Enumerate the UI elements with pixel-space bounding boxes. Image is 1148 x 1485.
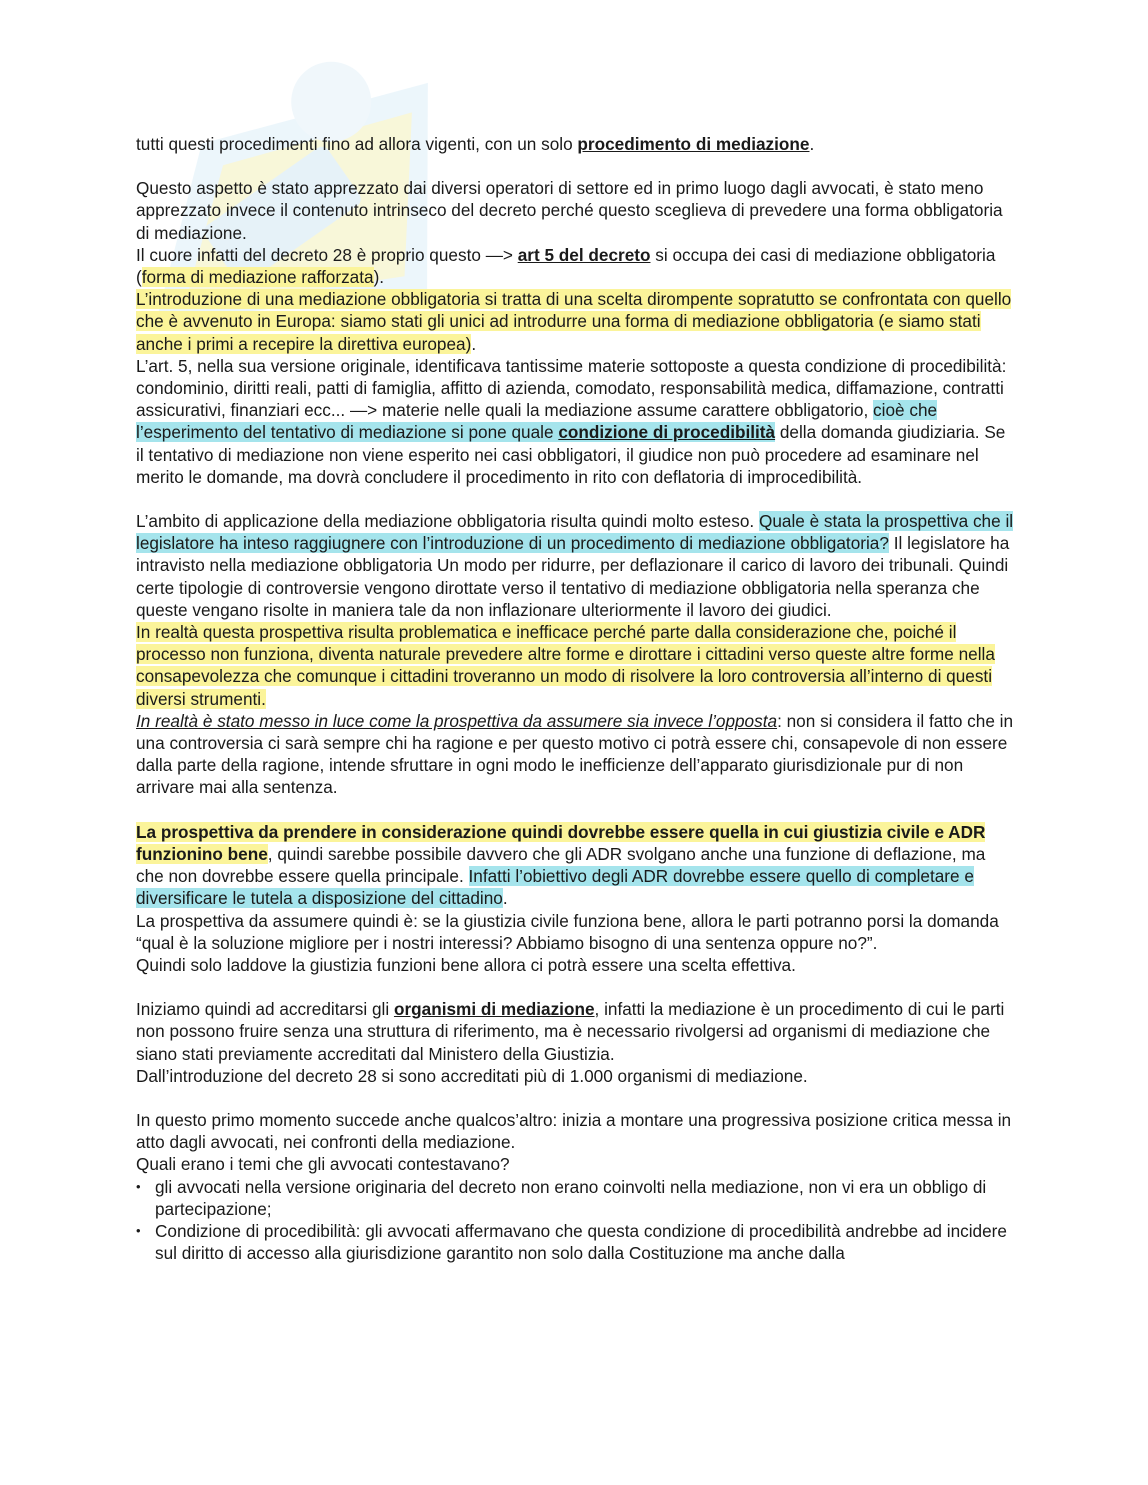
paragraph-15: [136, 1153, 1016, 1175]
highlight-cyan: Quale è stata la prospettiva che il legislatore ha inteso raggiugnere con l’introduzione di un procedimento di mediazione obbligatoria?: [136, 511, 1014, 554]
paragraph-2: [136, 177, 1016, 244]
text: Dall’introduzione del decreto 28 si sono accreditati più di 1.000 organismi di mediazione.: [136, 1065, 808, 1086]
text: Il cuore infatti del decreto 28 è proprio questo —>: [136, 244, 518, 265]
paragraph-1: [136, 133, 1016, 155]
text: ).: [373, 267, 385, 288]
text: .: [809, 134, 815, 154]
highlight-cyan: Infatti l’obiettivo degli ADR dovrebbe essere quello di completare e diversificare le tutela a disposizione del cittadino: [136, 866, 974, 909]
bold-term-procedimento: procedimento di mediazione: [577, 134, 810, 154]
text: , quindi sarebbe possibile davvero che gli ADR svolgano anche una funzione di deflazione, ma che non dovrebbe essere quella principale.: [136, 843, 986, 887]
bullet-list: [136, 1176, 1016, 1265]
paragraph-6: [136, 510, 1016, 621]
list-item: • gli avvocati nella versione originaria del decreto non erano coinvolti nella mediazione, non vi era un obbligo di partecipazione;: [136, 1176, 1016, 1220]
paragraph-5: [136, 355, 1016, 488]
highlight-yellow: In realtà questa prospettiva risulta problematica e inefficace perché parte dalla considerazione che, poiché il processo non funziona, diventa naturale prevedere altre forme e dirottare i cittadini verso queste altre forme nella consapevolezza che comunque i cittadini troveranno un modo di risolvere la loro controversia all’interno di questi diversi strumenti.: [136, 622, 995, 709]
paragraph-3: [136, 244, 1016, 288]
paragraph-8: [136, 710, 1016, 799]
text: della domanda giudiziaria. Se il tentativo di mediazione non viene esperito nei casi obbligatori, il giudice non può procedere ad esaminare nel merito le domande, ma dovrà concludere il procedimento in rito con deflatoria di improcedibilità.: [136, 422, 1006, 487]
paragraph-13: [136, 1065, 1016, 1087]
text: Quali erano i temi che gli avvocati contestavano?: [136, 1154, 510, 1175]
text: si occupa dei casi di mediazione obbligatoria (: [136, 244, 996, 288]
text: In questo primo momento succede anche qualcos’altro: inizia a montare una progressiva posizione critica messa in atto dagli avvocati, nei confronti della mediazione.: [136, 1109, 1012, 1153]
text: .: [502, 888, 508, 909]
highlight-yellow: forma di mediazione rafforzata: [141, 267, 374, 288]
text: : non si considera il fatto che in una controversia ci sarà sempre chi ha ragione e per questo motivo ci potrà essere chi, consapevole di non essere dalla parte della ragione, intende sfruttare in ogni modo le inefficienze dell’apparato giurisdizionale pur di non arrivare mai alla sentenza.: [136, 710, 1014, 798]
text: Questo aspetto è stato apprezzato dai diversi operatori di settore ed in primo luogo dagli avvocati, è stato meno apprezzato invece il contenuto intrinseco del decreto perché questo sceglieva di prevedere una forma obbligatoria di mediazione.: [136, 178, 1003, 243]
paragraph-11: [136, 954, 1016, 976]
text: L’ambito di applicazione della mediazione obbligatoria risulta quindi molto esteso.: [136, 511, 759, 532]
text: Il legislatore ha intravisto nella mediazione obbligatoria Un modo per ridurre, per deflazionare il carico di lavoro dei tribunali. Quindi certe tipologie di controversie vengono dirottate verso il tentativo di mediazione obbligatoria nella speranza che queste vengano risolte in maniera tale da non inflazionare ulteriormente il lavoro dei giudici.: [136, 533, 1010, 620]
bold-highlight-yellow: La prospettiva da prendere in considerazione quindi dovrebbe essere quella in cui giustizia civile e ADR funzionino bene: [136, 821, 986, 864]
paragraph-7: [136, 621, 1016, 710]
document-page: [136, 133, 1016, 1264]
text: La prospettiva da assumere quindi è: se la giustizia civile funziona bene, allora le parti potranno porsi la domanda “qual è la soluzione migliore per i nostri interessi? Abbiamo bisogno di una sentenza oppure no?”.: [136, 910, 999, 953]
paragraph-14: [136, 1109, 1016, 1153]
italic-underlined-text: In realtà è stato messo in luce come la prospettiva da assumere sia invece l’opposta: [136, 710, 778, 731]
bold-term-organismi: organismi di mediazione: [393, 999, 595, 1020]
paragraph-4: [136, 288, 1016, 355]
paragraph-10: [136, 910, 1016, 954]
text: L’art. 5, nella sua versione originale, identificava tantissime materie sottoposte a questa condizione di procedibilità: condominio, diritti reali, patti di famiglia, affitto di azienda, comodato, responsabilità medica, diffamazione, contratti assicurativi, finanziari ecc... —> materie nelle quali la mediazione assume carattere obbligatorio,: [136, 355, 1007, 421]
bold-term-condizione: condizione di procedibilità: [558, 422, 776, 443]
highlight-yellow: L’introduzione di una mediazione obbligatoria si tratta di una scelta dirompente sopratutto se confrontata con quello che è avvenuto in Europa: siamo stati gli unici ad introdurre una forma di mediazione obbligatoria (e siamo stati anche i primi a recepire la direttiva europea): [136, 289, 1012, 354]
text: , infatti la mediazione è un procedimento di cui le parti non possono fruire senza una struttura di riferimento, ma è necessario rivolgersi ad organismi di mediazione che siano stati previamente accreditati dal Ministero della Giustizia.: [136, 999, 1005, 1064]
list-item: • Condizione di procedibilità: gli avvocati affermavano che questa condizione di procedibilità andrebbe ad incidere sul diritto di accesso alla giurisdizione garantito non solo dalla Costituzione ma anche dalla: [136, 1220, 1016, 1264]
paragraph-9: [136, 821, 1016, 910]
bold-term-art5: art 5 del decreto: [517, 244, 651, 265]
text: tutti questi procedimenti fino ad allora vigenti, con un solo: [136, 134, 578, 154]
text: Quindi solo laddove la giustizia funzioni bene allora ci potrà essere una scelta effettiva.: [136, 954, 796, 975]
text: cioè che l’esperimento del tentativo di mediazione si pone quale: [136, 400, 938, 443]
text: .: [471, 333, 477, 354]
paragraph-12: [136, 998, 1016, 1065]
text: Iniziamo quindi ad accreditarsi gli: [136, 999, 394, 1020]
